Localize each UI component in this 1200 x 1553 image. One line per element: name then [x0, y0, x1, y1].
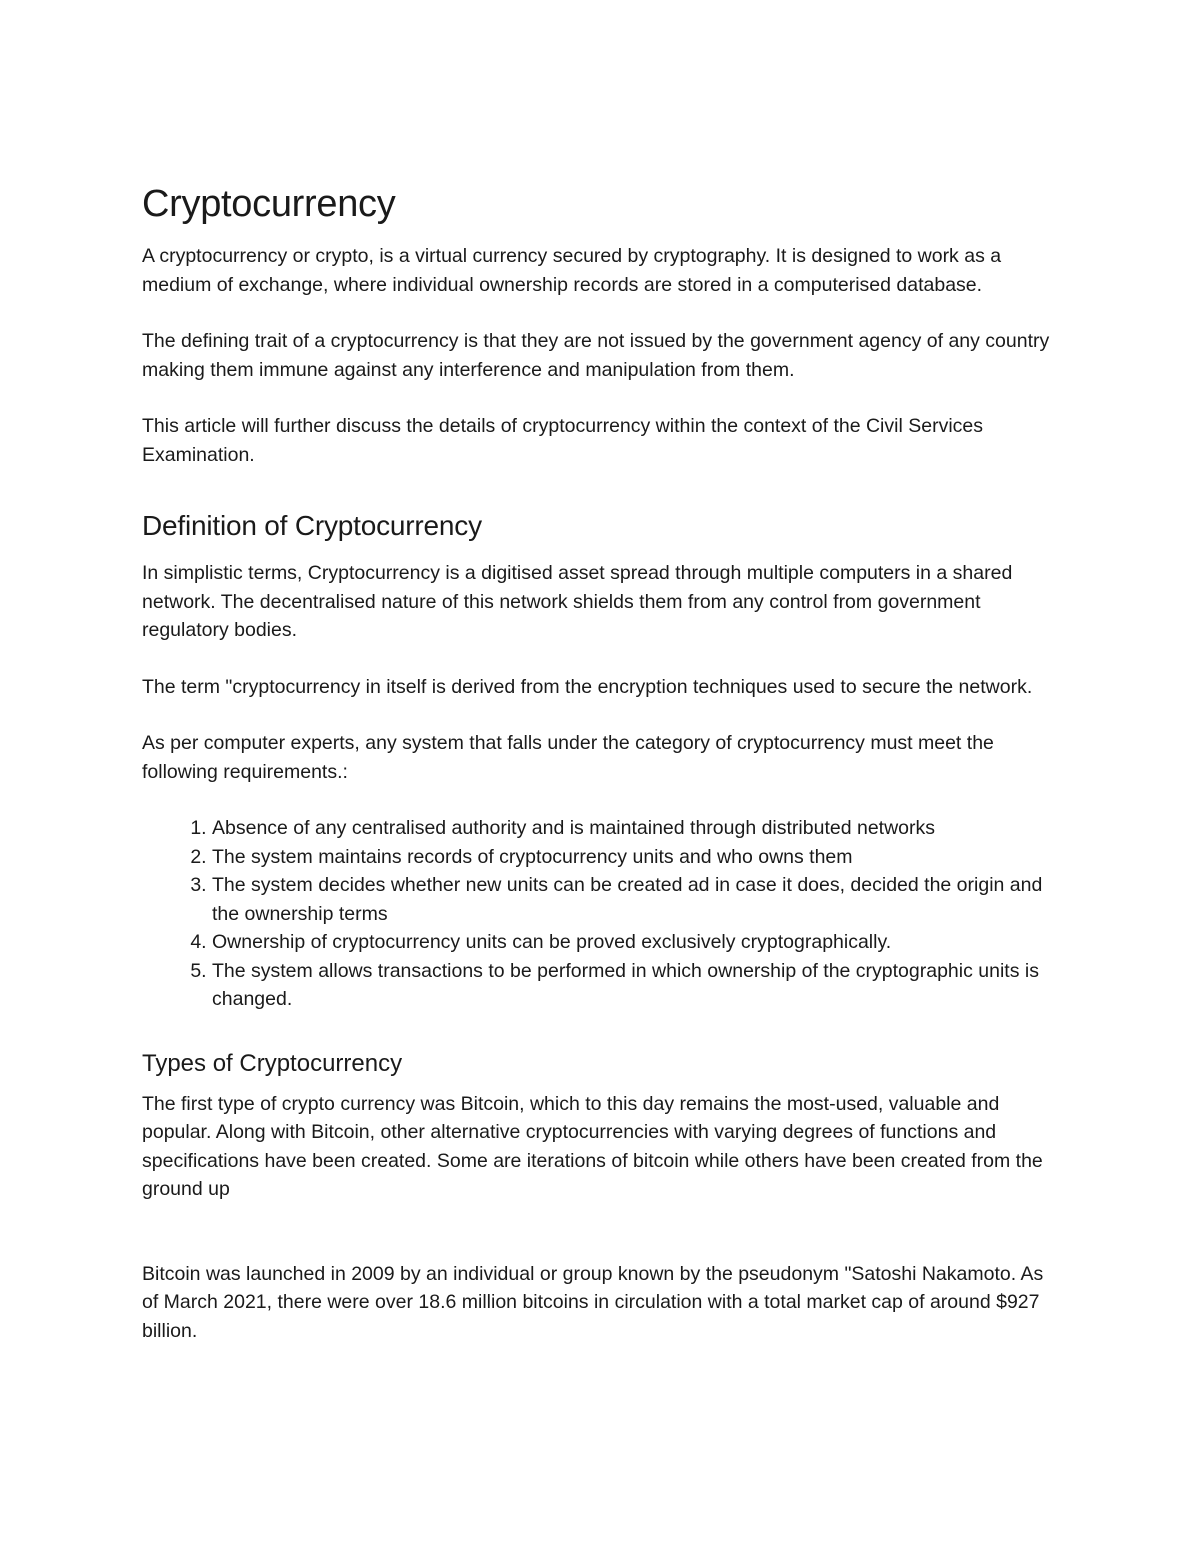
- definition-paragraph-2: The term "cryptocurrency in itself is derived from the encryption techniques used to secure the network.: [142, 675, 1033, 698]
- requirement-item: 1. Absence of any centralised authority and is maintained through distributed networks: [212, 814, 1062, 843]
- types-heading: Types of Cryptocurrency: [142, 1049, 403, 1077]
- types-paragraph-1: The first type of crypto currency was Bitcoin, which to this day remains the most-used, valuable and popular. Along with Bitcoin, other alternative cryptocurrencies with varying degrees of functions and specifications have been created. Some are iterations of bitcoin while others have been created from the ground up: [142, 1092, 1043, 1200]
- document-title: Cryptocurrency: [142, 183, 396, 225]
- intro-paragraph-2: The defining trait of a cryptocurrency is that they are not issued by the government agency of any country making them immune against any interference and manipulation from them.: [142, 330, 1050, 381]
- types-paragraph-2: Bitcoin was launched in 2009 by an individual or group known by the pseudonym "Satoshi Nakamoto. As of March 2021, there were over 18.6 million bitcoins in circulation with a total market cap of around $927 billion.: [142, 1262, 1044, 1342]
- requirement-item: 5. The system allows transactions to be performed in which ownership of the cryptographic units is changed.: [212, 957, 1062, 1014]
- requirements-list: [142, 814, 1062, 1014]
- document-page: [142, 180, 1062, 1345]
- requirement-item: 3. The system decides whether new units can be created ad in case it does, decided the origin and the ownership terms: [212, 871, 1062, 928]
- definition-heading: Definition of Cryptocurrency: [142, 510, 482, 541]
- intro-paragraph-3: This article will further discuss the details of cryptocurrency within the context of the Civil Services Examination.: [142, 415, 983, 466]
- intro-paragraph-1: A cryptocurrency or crypto, is a virtual currency secured by cryptography. It is designed to work as a medium of exchange, where individual ownership records are stored in a computerised database.: [142, 245, 1002, 296]
- definition-paragraph-1: In simplistic terms, Cryptocurrency is a digitised asset spread through multiple computers in a shared network. The decentralised nature of this network shields them from any control from government regulatory bodies.: [142, 562, 1013, 641]
- requirement-item: 2. The system maintains records of cryptocurrency units and who owns them: [212, 843, 1062, 872]
- requirement-item: 4. Ownership of cryptocurrency units can be proved exclusively cryptographically.: [212, 928, 1062, 957]
- definition-paragraph-3: As per computer experts, any system that falls under the category of cryptocurrency must meet the following requirements.:: [142, 732, 994, 783]
